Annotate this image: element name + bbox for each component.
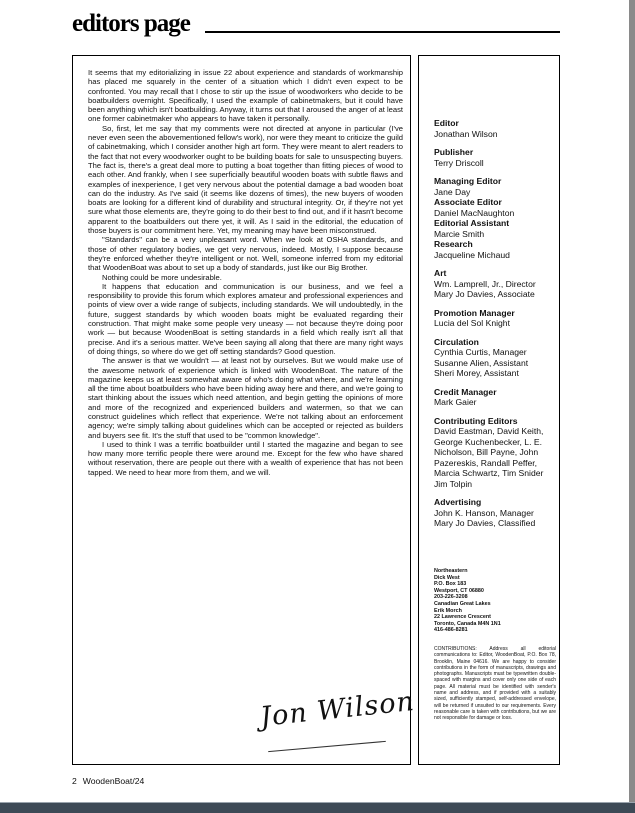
masthead-group — [434, 147, 556, 168]
address-line: Canadian Great Lakes — [434, 600, 491, 607]
window-frame-bottom — [0, 803, 635, 813]
masthead-name: Jacqueline Michaud — [434, 249, 510, 260]
masthead-group — [434, 197, 556, 218]
editorial-paragraph: It happens that education and communication is our business, and we feel a responsibility to provide this forum which explores amateur and professional experiences and points of view over a wide range of subjects, including standards. We will undoubtedly, in the future, suggest standards by which wooden boats might be evaluated regarding their construction. That might make some people very uneasy — not because they're doing poor work — but because WoodenBoat is setting standards in a field which really isn't all that precise. And it's a serious matter. We've been saying all along that there are many right ways of doing things, so where do we get off setting standards? Good question. — [88, 281, 403, 356]
masthead-role: Research — [434, 239, 473, 249]
editorial-text — [88, 68, 403, 477]
masthead-name: Nicholson, Bill Payne, John — [434, 447, 539, 457]
editorial-paragraph: Nothing could be more undesirable. — [102, 272, 222, 282]
masthead-name: Jim Tolpin — [434, 478, 473, 489]
masthead-name: Marcie Smith — [434, 228, 485, 239]
address-line: P.O. Box 183 — [434, 581, 467, 588]
address-line: Westport, CT 06880 — [434, 587, 484, 594]
window-frame-right — [629, 0, 635, 813]
address-line: Erik Morch — [434, 607, 462, 614]
masthead-name: Mary Jo Davies, Associate — [434, 289, 535, 299]
editorial-paragraph: The answer is that we wouldn't — at least not by ourselves. But we would make use of the awesome network of experience which is linked with WoodenBoat. The nature of the magazine keeps us at least somewhat aware of who's doing what where, and we're learning all the time about boatbuilders who have been hiding away here and there, and we're going to start thinking about the issues which need attention, and begin getting the opinions of more and more of the recognized and experienced builders and watermen, so that we can construct guidelines which reflect that experience. We're not talking about an enforcement agency; we're simply talking about guidelines which can be accepted or rejected as builders and buyers see fit. It's the stuff that used to be "common knowledge". — [88, 356, 403, 440]
masthead-name: John K. Hanson, Manager — [434, 507, 534, 518]
masthead-group — [434, 416, 556, 490]
masthead — [434, 118, 556, 537]
address-line: 416-486-8281 — [434, 627, 468, 634]
masthead-group — [434, 497, 556, 529]
editorial-paragraph: It seems that my editorializing in issue 22 about experience and standards of workmanship has placed me squarely in the center of a situation which I didn't even expect to be confronted. You may recall that I chose to stir up the issue of woodworkers who decide to be boatbuilders overnight. Specifically, I used the example of cabinetmakers, but it could have been anything which isn't boatbuilding. Anyway, it turns out that I aroused the anger of at least one former cabinetmaker who appears to have taken it personally. — [88, 68, 403, 124]
masthead-name: Daniel MacNaughton — [434, 207, 515, 218]
masthead-group — [434, 218, 556, 239]
editorial-paragraph: So, first, let me say that my comments were not directed at anyone in particular (I've never even seen the abovementioned fellow's work), nor were they meant to criticize the guild of cabinetmaking, which I consider another high art form. They were meant to alert readers to the fact that not every woodworker ought to be building boats for sale to unsuspecting buyers. The fact is, there's a great deal more to putting a boat together than fitting pieces of wood to each other. And frankly, when I see superficially beautiful wooden boats with subtle flaws and examples of inexperience, I get very nervous about the potential damage a bad wooden boat can do the industry. As I've said (it seems like dozens of times), the new buyers of wooden boats are looking for a different kind of durability and structural integrity. Or, if they're not yet sure what those elements are, they're going to do their best to find out, and if it hasn't become apparent to the boatbuilders out there yet, it will. As I said in the editorial, the education of those buyers is our commitment here. Yet, my meaning may have been misconstrued. — [88, 123, 403, 236]
address-line: Northeastern — [434, 568, 468, 574]
editorial-paragraph: I used to think I was a terrific boatbuilder until I started the magazine and began to see how many more terrific people there were around me. Except for the few who have shared without reservation, there are people out there with a wealth of experience that has not been tapped. We need to hear more from them, and we will. — [88, 439, 403, 477]
masthead-name: Susanne Alien, Assistant — [434, 357, 529, 368]
title-rule — [205, 31, 560, 33]
masthead-role: Art — [434, 268, 447, 278]
masthead-group — [434, 118, 556, 139]
advertising-offices — [434, 568, 556, 634]
masthead-group — [434, 268, 556, 300]
page-number: 2 — [72, 776, 77, 786]
masthead-role: Advertising — [434, 497, 482, 507]
masthead-name: Wm. Lamprell, Jr., Director — [434, 278, 536, 289]
masthead-name: George Kuchenbecker, L. E. — [434, 436, 542, 447]
masthead-role: Associate Editor — [434, 197, 502, 207]
masthead-name: Marcia Schwartz, Tim Snider — [434, 468, 544, 478]
masthead-group — [434, 176, 556, 197]
masthead-role: Managing Editor — [434, 176, 502, 186]
masthead-role: Publisher — [434, 147, 474, 157]
masthead-name: Sheri Morey, Assistant — [434, 368, 519, 378]
masthead-name: Lucia del Sol Knight — [434, 318, 510, 328]
masthead-role: Credit Manager — [434, 386, 497, 397]
address-line: 203-226-3208 — [434, 594, 468, 601]
masthead-name: Jane Day — [434, 186, 471, 197]
page-title: editors page — [72, 10, 190, 37]
masthead-role: Editor — [434, 118, 459, 128]
editor-signature: Jon Wilson — [258, 685, 417, 733]
masthead-name: David Eastman, David Keith, — [434, 426, 544, 436]
masthead-name: Cynthia Curtis, Manager — [434, 347, 527, 357]
page-folio — [72, 776, 150, 787]
masthead-role: Promotion Manager — [434, 307, 515, 318]
editorial-paragraph: "Standards" can be a very unpleasant word. When we look at OSHA standards, and those of other regulatory bodies, we get very nervous, indeed. Mostly, I suppose because they're enforced whether they're intelligent or not. Well, someone inferred from my editorial that WoodenBoat was about to set up a body of standards, just like our Big Brother. — [88, 235, 403, 273]
masthead-name: Terry Driscoll — [434, 157, 484, 168]
masthead-group — [434, 308, 556, 329]
masthead-role: Circulation — [434, 336, 479, 347]
address-line: Toronto, Canada M4N 1N1 — [434, 620, 501, 627]
masthead-name: Mark Gaier — [434, 397, 477, 407]
masthead-group — [434, 387, 556, 408]
masthead-role: Contributing Editors — [434, 415, 518, 426]
contributions-notice: CONTRIBUTIONS: Address all editorial communications to: Editor, WoodenBoat, P.O. Box 78, Brooklin, Maine 04616. We are happy to consider contributions in the form of manuscripts, drawings and photographs. Manuscripts must be typewritten double-spaced with margins and cover only one side of each page. All material must be identified with sender's name and address, and if provided with a suitably sized, sufficiently stamped, self-addressed envelope, will be returned if unsuited to our requirements. Every reasonable care is taken with contributions, but we are not responsible for damage or loss. — [434, 646, 556, 722]
masthead-group — [434, 239, 556, 260]
issue-label: WoodenBoat/24 — [82, 776, 145, 786]
address-line: Dick West — [434, 574, 460, 581]
masthead-name: Pazereskis, Randall Peffer, — [434, 457, 538, 468]
masthead-group — [434, 337, 556, 379]
masthead-role: Editorial Assistant — [434, 218, 510, 228]
address-line: 22 Lawrence Crescent — [434, 614, 491, 621]
masthead-name: Mary Jo Davies, Classified — [434, 518, 536, 528]
masthead-name: Jonathan Wilson — [434, 128, 498, 139]
